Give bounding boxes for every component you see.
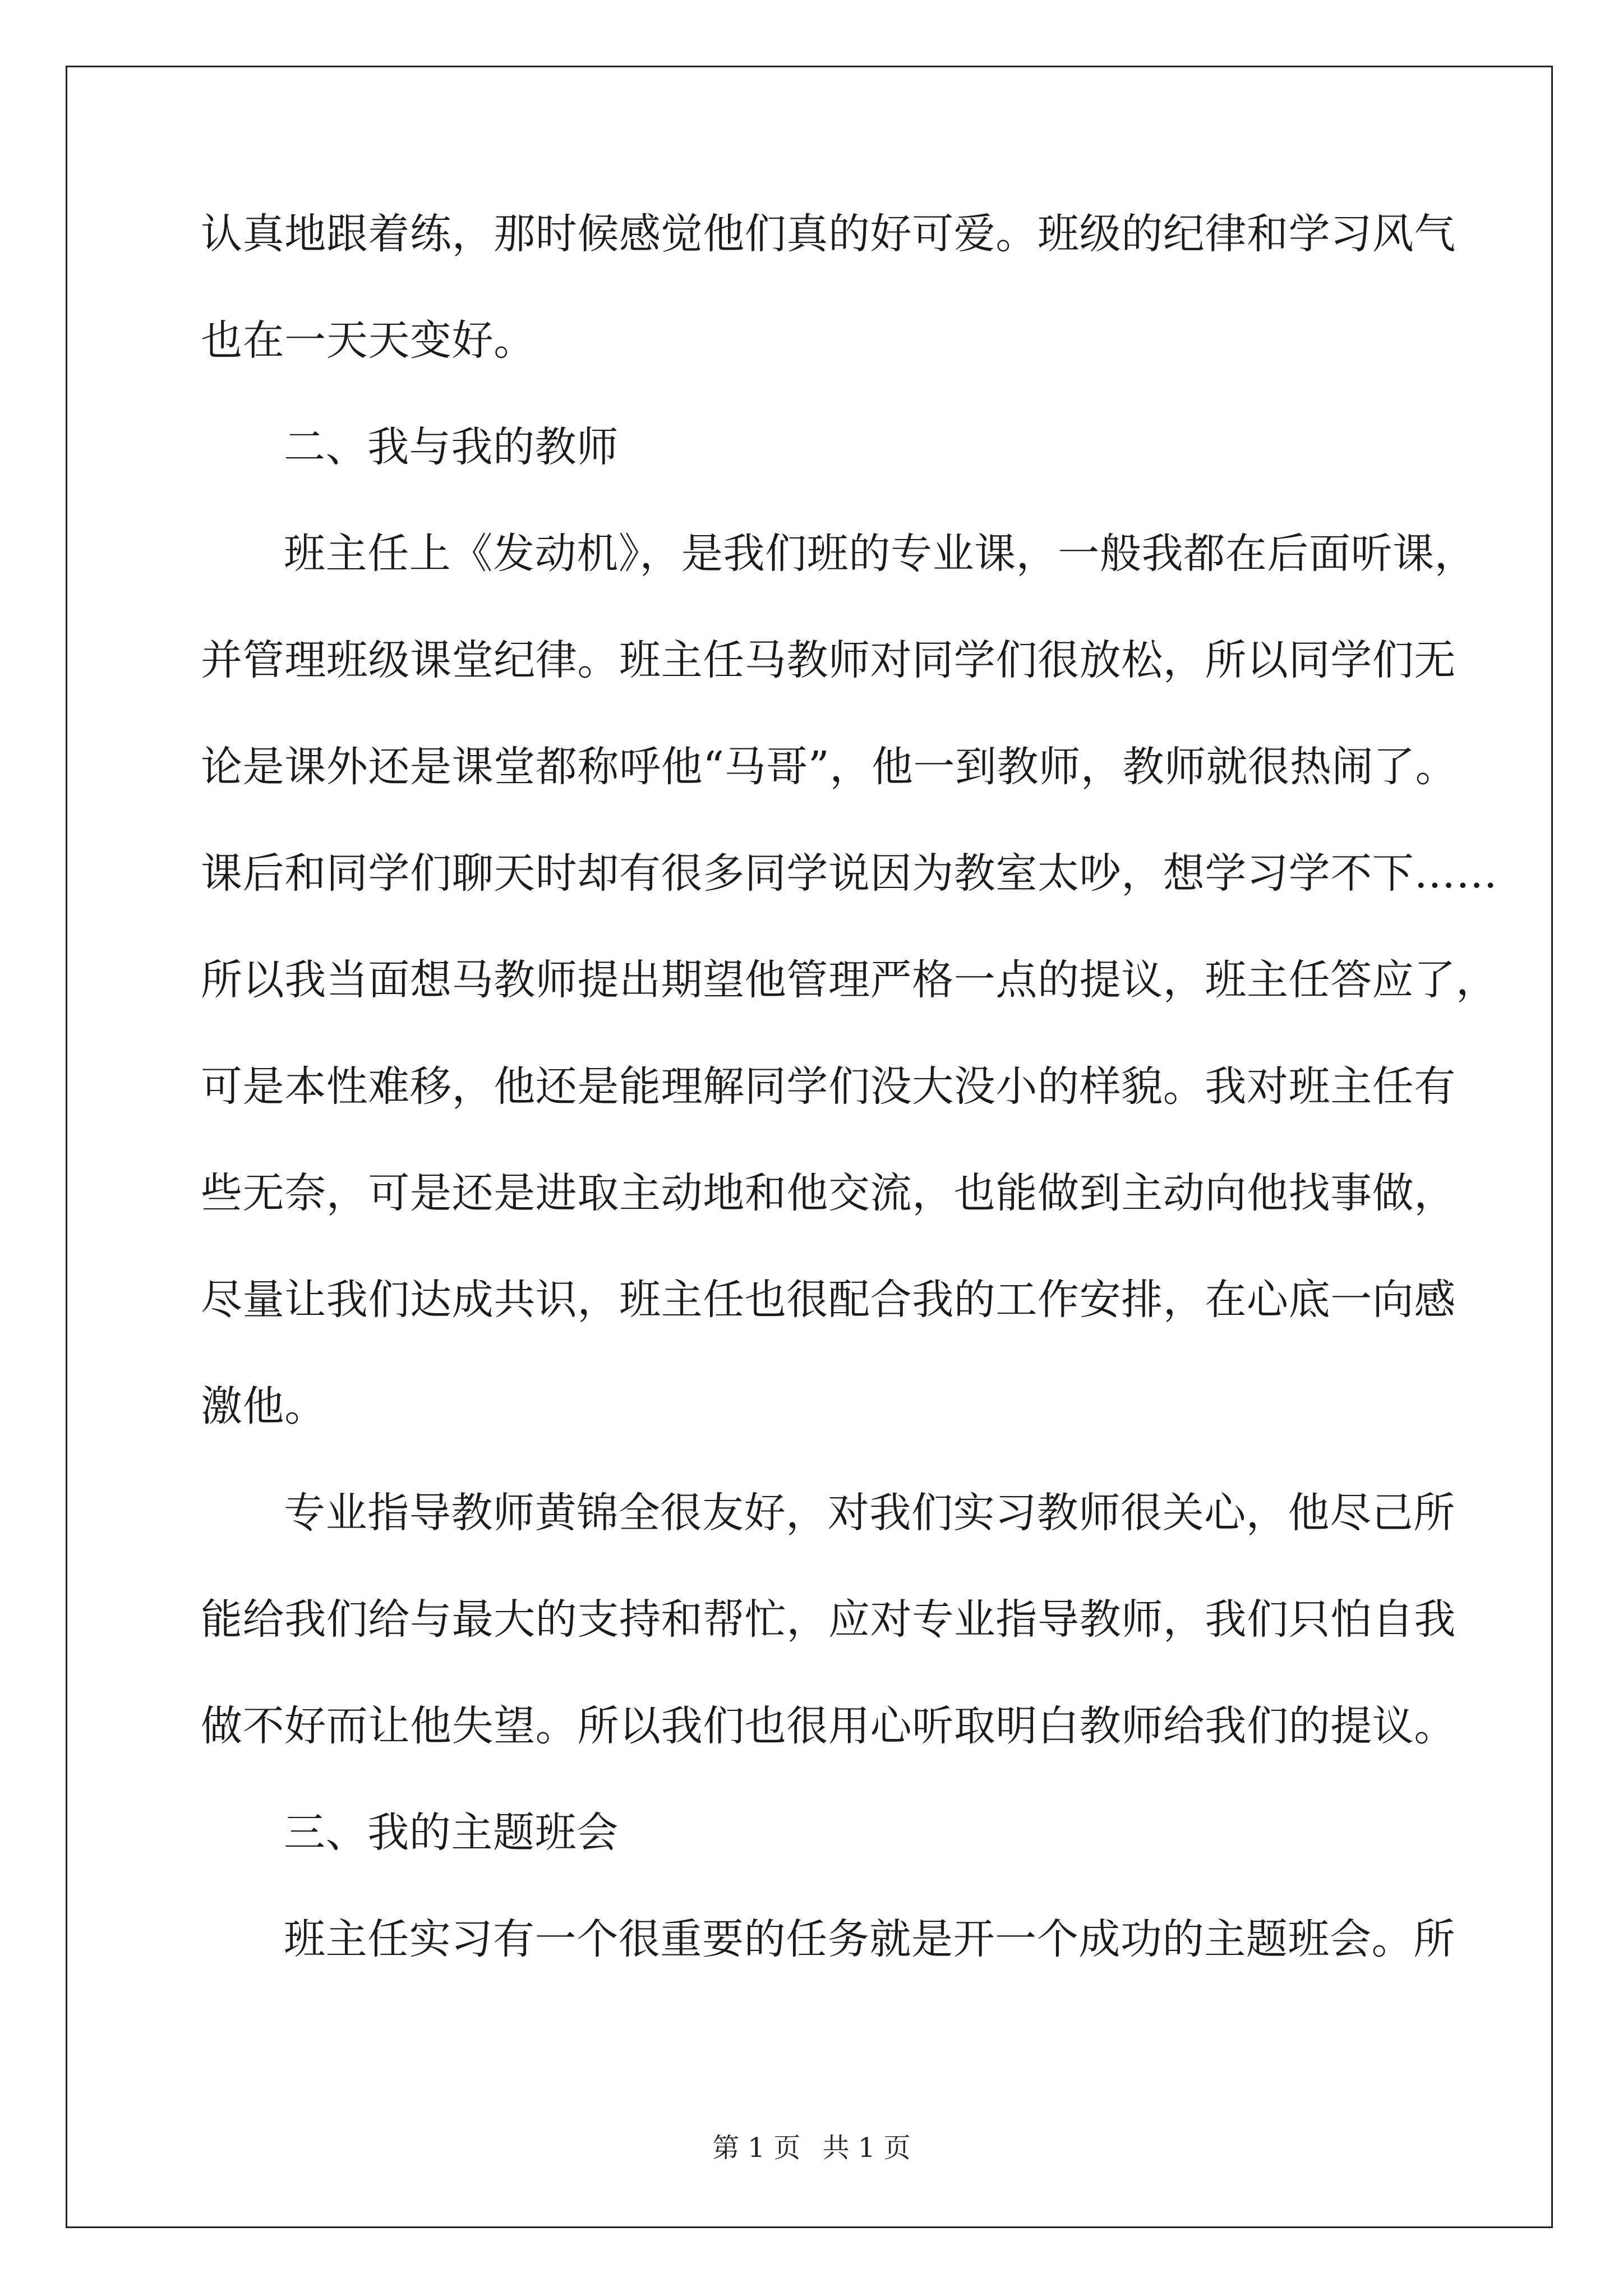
text-line: 也在一天天变好。 <box>201 316 536 365</box>
text-line: 所以我当面想马教师提出期望他管理严格一点的提议，班主任答应了， <box>201 956 1498 1004</box>
page-footer <box>0 2126 1623 2165</box>
text-line: 能给我们给与最大的支持和帮忙，应对专业指导教师，我们只怕自我 <box>201 1595 1456 1644</box>
text-line: 论是课外还是课堂都称呼他“马哥”，他一到教师，教师就很热闹了。 <box>201 743 1458 791</box>
text-line: 尽量让我们达成共识，班主任也很配合我的工作安排，在心底一向感 <box>201 1276 1456 1324</box>
text-line: 可是本性难移，他还是能理解同学们没大没小的样貌。我对班主任有 <box>201 1062 1456 1111</box>
text-line: 班主任上《发动机》，是我们班的专业课，一般我都在后面听课， <box>284 530 1477 578</box>
section-heading: 三、我的主题班会 <box>284 1809 619 1857</box>
text-line: 并管理班级课堂纪律。班主任马教师对同学们很放松，所以同学们无 <box>201 636 1456 684</box>
text-line: 些无奈，可是还是进取主动地和他交流，也能做到主动向他找事做， <box>201 1169 1456 1217</box>
text-line: 专业指导教师黄锦全很友好，对我们实习教师很关心，他尽己所 <box>284 1489 1455 1537</box>
page-number: 第 1 页 <box>712 2132 801 2164</box>
page-border <box>66 66 1553 2228</box>
text-line: 课后和同学们聊天时却有很多同学说因为教室太吵，想学习学不下…… <box>201 849 1498 898</box>
page-total: 共 1 页 <box>822 2132 911 2164</box>
section-heading: 二、我与我的教师 <box>284 423 619 471</box>
text-line: 认真地跟着练，那时候感觉他们真的好可爱。班级的纪律和学习风气 <box>201 210 1456 258</box>
text-line: 班主任实习有一个很重要的任务就是开一个成功的主题班会。所 <box>284 1915 1455 1963</box>
text-line: 激他。 <box>201 1382 326 1430</box>
text-line: 做不好而让他失望。所以我们也很用心听取明白教师给我们的提议。 <box>201 1702 1456 1750</box>
